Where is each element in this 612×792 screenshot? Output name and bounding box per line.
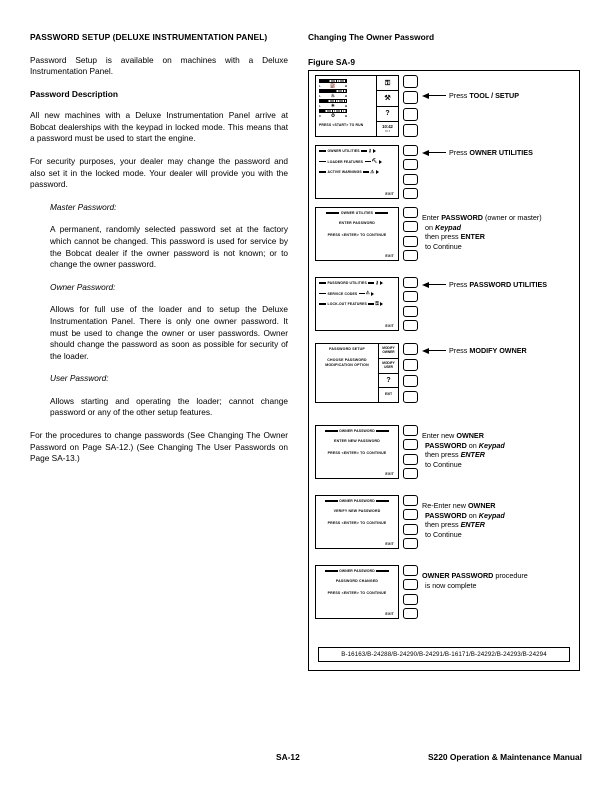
option-button-column xyxy=(378,344,398,402)
callout-line xyxy=(425,520,572,530)
step-owner-utilities-menu xyxy=(315,145,533,199)
master-password-heading: Master Password: xyxy=(50,201,117,212)
warning-icon: ⚠ xyxy=(365,290,370,296)
callout-text: on xyxy=(466,510,479,520)
callout-bold-italic: ENTER xyxy=(460,520,485,530)
keypad-button-column xyxy=(403,425,418,479)
callout-text: then press xyxy=(425,450,461,460)
menu-dash-line xyxy=(368,282,374,284)
callout-text: to Continue xyxy=(425,241,462,251)
callout-prefix: Press xyxy=(449,280,470,289)
keypad-button-1[interactable] xyxy=(403,579,418,590)
callout-text: Enter xyxy=(422,213,442,222)
option-button-0[interactable]: MODIFY OWNER xyxy=(379,344,398,359)
gauge-left-letter: L xyxy=(319,103,321,108)
help-question-icon[interactable]: ? xyxy=(377,107,398,122)
gauge-bar-fill xyxy=(320,80,329,82)
keypad-button-1[interactable] xyxy=(403,159,418,170)
menu-item-label: LOCK-OUT FEATURES xyxy=(327,302,367,307)
keypad-button-column xyxy=(403,343,418,403)
callout-bold: PASSWORD xyxy=(425,510,467,520)
menu-dash-line xyxy=(319,150,326,152)
menu-item-label: OWNER UTILITIES xyxy=(327,149,360,154)
screen-title: OWNER PASSWORD xyxy=(339,569,375,573)
callout-line xyxy=(425,441,572,451)
loader-icon: ⛏ xyxy=(371,158,378,164)
callout-line xyxy=(425,511,572,521)
step-password-utilities-menu xyxy=(315,277,547,331)
callout-keyname: OWNER UTILITIES xyxy=(469,148,533,157)
keypad-button-2[interactable] xyxy=(403,236,418,247)
screen-title-row xyxy=(319,429,395,433)
menu-arrow-icon xyxy=(380,302,383,306)
lcd-screen xyxy=(315,75,399,137)
keypad-button-0[interactable] xyxy=(403,75,418,88)
callout-arrow xyxy=(422,150,446,156)
page-title: PASSWORD SETUP (DELUXE INSTRUMENTATION PANEL) xyxy=(30,32,268,42)
lcd-display-area xyxy=(316,76,376,136)
menu-item-0[interactable] xyxy=(319,281,395,285)
menu-arrow-icon xyxy=(373,149,376,153)
screen-line-2: PRESS <ENTER> TO CONTINUE xyxy=(327,233,387,237)
menu-dash-line xyxy=(326,212,339,214)
menu-dash-line xyxy=(325,500,338,502)
footer-page-number: SA-12 xyxy=(276,752,300,762)
gauge-engine-hours-icon xyxy=(319,109,347,118)
menu-arrow-icon xyxy=(371,292,374,296)
menu-item-1[interactable] xyxy=(319,291,395,295)
callout-text: then press xyxy=(425,520,461,530)
gauge-bar-ticks xyxy=(336,90,346,92)
gauge-footer xyxy=(319,104,347,109)
gauge-bar-fill xyxy=(320,100,328,102)
keypad-button-2[interactable] xyxy=(403,108,418,121)
menu-item-2[interactable] xyxy=(319,302,395,306)
callout-line xyxy=(422,346,527,356)
screen-title: OWNER PASSWORD xyxy=(339,499,375,503)
menu-dash-line xyxy=(376,570,389,572)
keypad-button-2[interactable] xyxy=(403,375,418,387)
figure-label: Figure SA-9 xyxy=(308,57,355,67)
exit-label[interactable]: EXIT xyxy=(385,542,394,546)
callout-text: on xyxy=(466,440,479,450)
exit-label[interactable]: EXIT xyxy=(385,612,394,616)
gauge-left-letter: L xyxy=(319,83,321,88)
screen-title: OWNER UTILITIES xyxy=(340,211,374,215)
callout-text: on xyxy=(425,222,435,232)
callout-bold: OWNER PASSWORD xyxy=(422,571,494,580)
gauge-hydraulic-oil-temp-icon xyxy=(319,89,347,98)
paragraph-security: For security purposes, your dealer may change the password and also set it in the locked mode. Your dealer will provide you with the password. xyxy=(30,155,288,190)
menu-dash-line xyxy=(325,430,338,432)
keypad-button-column xyxy=(403,277,418,331)
keypad-button-3[interactable] xyxy=(403,320,418,331)
callout-line xyxy=(425,530,572,540)
screen-title-row xyxy=(319,569,395,573)
padlock-icon: ⚿ xyxy=(375,300,379,306)
callout-bold-italic: Keypad xyxy=(478,510,505,520)
callout-prefix: Press xyxy=(449,91,470,100)
callout-line xyxy=(422,148,533,158)
callout-text xyxy=(449,91,519,101)
callout-step-enter-new-owner-password xyxy=(422,431,572,469)
keypad-button-2[interactable] xyxy=(403,524,418,535)
callout-bold-italic: Keypad xyxy=(435,222,461,232)
key-icon: ⚷ xyxy=(368,148,372,153)
callout-line xyxy=(425,581,572,591)
tool-setup-wrench-icon[interactable]: ⚒ xyxy=(377,91,398,106)
screen-line-1: VERIFY NEW PASSWORD xyxy=(333,509,381,513)
arrow-head-icon xyxy=(422,150,429,156)
menu-dash-line xyxy=(368,303,374,305)
callout-step-run-screen xyxy=(422,75,519,101)
user-password-body: Allows starting and operating the loader; cannot change password or any of the other setup features. xyxy=(50,395,288,418)
callout-arrow xyxy=(422,93,446,99)
callout-text: Enter new xyxy=(422,431,457,440)
keypad-button-3[interactable] xyxy=(403,608,418,619)
gauge-bar-ticks xyxy=(329,80,346,82)
callout-step-password-utilities-menu xyxy=(422,277,547,290)
callout-text: to Continue xyxy=(425,459,462,469)
exit-label[interactable]: EXIT xyxy=(385,254,394,258)
menu-arrow-icon xyxy=(379,160,382,164)
keypad-button-1[interactable] xyxy=(403,291,418,302)
menu-item-label: PASSWORD UTILITIES xyxy=(327,281,367,286)
screen-title-row xyxy=(319,211,395,215)
keypad-button-2[interactable] xyxy=(403,306,418,317)
keypad-button-column xyxy=(403,565,418,619)
owner-password-heading: Owner Password: xyxy=(50,281,116,292)
menu-dash-line xyxy=(375,212,388,214)
right-figure-column xyxy=(308,32,582,671)
arrow-head-icon xyxy=(422,282,429,288)
menu-item-1[interactable] xyxy=(319,159,395,163)
arrow-shaft xyxy=(429,284,446,285)
callout-keyname: MODIFY OWNER xyxy=(469,346,527,355)
callout-line xyxy=(425,460,572,470)
menu-dash-line xyxy=(361,150,367,152)
keypad-button-3[interactable] xyxy=(403,124,418,137)
screen-line-2: PRESS <ENTER> TO CONTINUE xyxy=(327,451,387,455)
keypad-button-column xyxy=(403,75,418,137)
gauge-right-letter: H xyxy=(344,113,347,118)
press-start-to-run-text: PRESS <START> TO RUN xyxy=(319,123,364,127)
screen-title: PASSWORD SETUP xyxy=(329,347,365,351)
callout-prefix: Press xyxy=(449,346,470,355)
step-verify-new-owner-password xyxy=(315,495,572,549)
clock-readout: 10:42 hr.f xyxy=(382,123,393,133)
menu-dash-line xyxy=(319,293,326,295)
step-run-screen xyxy=(315,75,519,137)
menu-dash-line xyxy=(363,171,369,173)
warning-icon: ⚠ xyxy=(370,168,375,174)
keypad-button-0[interactable] xyxy=(403,343,418,355)
keypad-button-3[interactable] xyxy=(403,468,418,479)
callout-bold: OWNER xyxy=(456,431,484,440)
callout-line xyxy=(422,91,519,101)
callout-line xyxy=(425,450,572,460)
menu-item-0[interactable] xyxy=(319,149,395,153)
lcd-screen xyxy=(315,207,399,261)
screen-line-2: PRESS <ENTER> TO CONTINUE xyxy=(327,521,387,525)
callout-arrow xyxy=(422,348,446,354)
arrow-head-icon xyxy=(422,93,429,99)
keypad-button-1[interactable] xyxy=(403,359,418,371)
exit-label[interactable]: EXIT xyxy=(385,324,394,328)
owner-password-body: Allows for full use of the loader and to setup the Deluxe Instrumentation Panel. There is only one owner password. It must be used to change the owner or user passwords. Owner should change the password as soon as possible for security of the loader. xyxy=(50,304,288,361)
gauge-bar-ticks xyxy=(325,110,346,112)
callout-text: Re-Enter new xyxy=(422,501,468,510)
screen-title: OWNER PASSWORD xyxy=(339,429,375,433)
callout-prefix: Press xyxy=(449,148,470,157)
engine-hours-icon: ⏱ xyxy=(331,112,335,118)
footer-manual-title: S220 Operation & Maintenance Manual xyxy=(427,752,582,762)
figure-sa-9 xyxy=(308,70,580,671)
callout-step-password-setup-options xyxy=(422,343,527,356)
keypad-button-3[interactable] xyxy=(403,250,418,261)
callout-arrow xyxy=(422,282,446,288)
lcd-display-area xyxy=(316,278,398,330)
callout-text xyxy=(449,148,533,158)
step-password-changed xyxy=(315,565,572,619)
callout-line xyxy=(425,242,572,252)
keypad-button-3[interactable] xyxy=(403,188,418,199)
menu-item-label: LOADER FEATURES xyxy=(327,159,364,164)
screen-title-row xyxy=(319,499,395,503)
gauge-footer xyxy=(319,94,347,99)
procedures-reference: For the procedures to change passwords (See Changing The Owner Password on Page SA-12.) (See Changing The User Passwords on Page SA-13.) xyxy=(30,430,288,464)
screen-line-2: MODIFICATION OPTION xyxy=(325,363,369,367)
keypad-button-1[interactable] xyxy=(403,509,418,520)
gauge-bar-ticks xyxy=(328,100,346,102)
left-text-column xyxy=(30,32,288,476)
menu-dash-line xyxy=(319,171,326,173)
lcd-screen xyxy=(315,277,399,331)
keypad-button-column xyxy=(403,495,418,549)
callout-bold: OWNER xyxy=(467,501,496,510)
keypad-button-column xyxy=(403,145,418,199)
screen-line-1: CHOOSE PASSWORD xyxy=(327,358,367,362)
lcd-display-area xyxy=(316,566,398,618)
option-button-2[interactable]: ? xyxy=(379,374,398,389)
callout-keyname: PASSWORD UTILITIES xyxy=(469,280,548,289)
menu-dash-line xyxy=(359,293,365,295)
menu-dash-line xyxy=(325,570,338,572)
callout-text: to Continue xyxy=(425,529,462,539)
gauge-footer xyxy=(319,84,347,89)
screen-line-1: ENTER NEW PASSWORD xyxy=(334,439,380,443)
lcd-icon-column xyxy=(376,76,398,136)
step-enter-new-owner-password xyxy=(315,425,572,479)
callout-line xyxy=(425,223,572,233)
keypad-button-3[interactable] xyxy=(403,538,418,549)
clock-sub: hr.f xyxy=(385,128,390,133)
gauge-right-letter: H xyxy=(344,103,347,108)
part-numbers-box: B-16163/B-24288/B-24290/B-24291/B-16171/B-24292/B-24293/B-24294 xyxy=(318,647,570,662)
menu-dash-line xyxy=(376,500,389,502)
callout-bold: PASSWORD xyxy=(441,213,483,222)
keypad-button-1[interactable] xyxy=(403,91,418,104)
keypad-button-column xyxy=(403,207,418,261)
keypad-button-3[interactable] xyxy=(403,391,418,403)
user-password-heading: User Password: xyxy=(50,373,109,384)
arrow-shaft xyxy=(429,95,446,96)
callout-bold-italic: ENTER xyxy=(460,450,485,460)
lcd-display-area xyxy=(316,208,398,260)
screen-line-1: PASSWORD CHANGED xyxy=(335,579,379,583)
menu-dash-line xyxy=(376,430,389,432)
master-password-body: A permanent, randomly selected password set at the factory which cannot be changed. This password is used for service by the Bobcat dealer if the owner password is not known; or to change the owner password. xyxy=(50,224,288,270)
callout-line xyxy=(422,501,572,511)
callout-step-password-changed xyxy=(422,571,572,590)
callout-line xyxy=(422,571,572,581)
keypad-button-2[interactable] xyxy=(403,174,418,185)
lcd-screen xyxy=(315,145,399,199)
gauge-right-letter: H xyxy=(344,93,347,98)
hydraulic-oil-temp-icon: ♨ xyxy=(330,92,335,98)
intro-paragraph: Password Setup is available on machines with a Deluxe Instrumentation Panel. xyxy=(30,54,288,77)
callout-step-enter-password xyxy=(422,213,572,251)
menu-item-2[interactable] xyxy=(319,170,395,174)
gauge-footer xyxy=(319,114,347,119)
clock-icon[interactable] xyxy=(377,122,398,136)
gauge-engine-coolant-temp-icon xyxy=(319,99,347,108)
gauge-left-letter: C xyxy=(319,113,322,118)
padlock-icon[interactable]: ⚿ xyxy=(377,76,398,91)
step-password-setup-options xyxy=(315,343,527,403)
callout-line xyxy=(422,280,547,290)
screen-line-1: ENTER PASSWORD xyxy=(339,221,375,225)
arrow-shaft xyxy=(429,350,446,351)
keypad-button-2[interactable] xyxy=(403,454,418,465)
subsection-title: Password Description xyxy=(30,88,118,99)
menu-dash-line xyxy=(319,161,326,163)
callout-bold: ENTER xyxy=(460,232,485,242)
lcd-display-area xyxy=(316,344,378,402)
lcd-screen xyxy=(315,495,399,549)
page-footer xyxy=(0,752,612,772)
keypad-button-0[interactable] xyxy=(403,495,418,506)
callout-text: (owner or master) xyxy=(482,213,542,222)
menu-item-label: ACTIVE WARNINGS xyxy=(327,170,362,175)
lcd-screen xyxy=(315,343,399,403)
option-button-1[interactable]: MODIFY USER xyxy=(379,359,398,374)
callout-line xyxy=(422,431,572,441)
gauge-fuel-icon xyxy=(319,79,347,88)
callout-bold-italic: Keypad xyxy=(478,440,505,450)
engine-coolant-temp-icon: ☀ xyxy=(330,102,335,108)
callout-step-owner-utilities-menu xyxy=(422,145,533,158)
right-column-heading: Changing The Owner Password xyxy=(308,32,435,42)
callout-line xyxy=(425,232,572,242)
lcd-screen xyxy=(315,425,399,479)
callout-bold: PASSWORD xyxy=(425,440,467,450)
callout-step-verify-new-owner-password xyxy=(422,501,572,539)
step-enter-password xyxy=(315,207,572,261)
keypad-button-1[interactable] xyxy=(403,221,418,232)
fuel-icon: ⛽ xyxy=(330,82,336,88)
callout-line xyxy=(422,213,572,223)
menu-dash-line xyxy=(365,161,371,163)
lcd-display-area xyxy=(316,146,398,198)
gauge-cluster xyxy=(319,79,373,118)
lcd-display-area xyxy=(316,496,398,548)
callout-text: is now complete xyxy=(425,580,477,590)
option-button-3[interactable]: EXIT xyxy=(384,392,393,397)
menu-item-label: SERVICE CODES xyxy=(327,291,358,296)
keypad-button-0[interactable] xyxy=(403,565,418,576)
keypad-button-0[interactable] xyxy=(403,145,418,156)
callout-text: then press xyxy=(425,232,461,242)
exit-label[interactable]: EXIT xyxy=(385,472,394,476)
screen-line-2: PRESS <ENTER> TO CONTINUE xyxy=(327,591,387,595)
arrow-shaft xyxy=(429,152,446,153)
callout-text xyxy=(449,280,547,290)
callout-text: procedure xyxy=(493,571,528,580)
exit-label[interactable]: EXIT xyxy=(385,192,394,196)
lcd-display-area xyxy=(316,426,398,478)
gauge-bar-fill xyxy=(320,90,336,92)
menu-arrow-icon xyxy=(376,170,379,174)
callout-keyname: TOOL / SETUP xyxy=(469,91,520,100)
keypad-button-1[interactable] xyxy=(403,439,418,450)
keypad-button-0[interactable] xyxy=(403,277,418,288)
paragraph-locked-mode: All new machines with a Deluxe Instrumentation Panel arrive at Bobcat dealerships with the keypad in locked mode. This means that a password must be used to start the engine. xyxy=(30,110,288,144)
lcd-screen xyxy=(315,565,399,619)
callout-text xyxy=(449,346,527,356)
menu-arrow-icon xyxy=(380,281,383,285)
arrow-head-icon xyxy=(422,348,429,354)
menu-dash-line xyxy=(319,282,326,284)
menu-dash-line xyxy=(319,303,326,305)
key-icon: ⚷ xyxy=(375,280,379,285)
keypad-button-2[interactable] xyxy=(403,594,418,605)
keypad-button-0[interactable] xyxy=(403,207,418,218)
keypad-button-0[interactable] xyxy=(403,425,418,436)
gauge-left-letter: L xyxy=(319,93,321,98)
gauge-right-letter: H xyxy=(344,83,347,88)
